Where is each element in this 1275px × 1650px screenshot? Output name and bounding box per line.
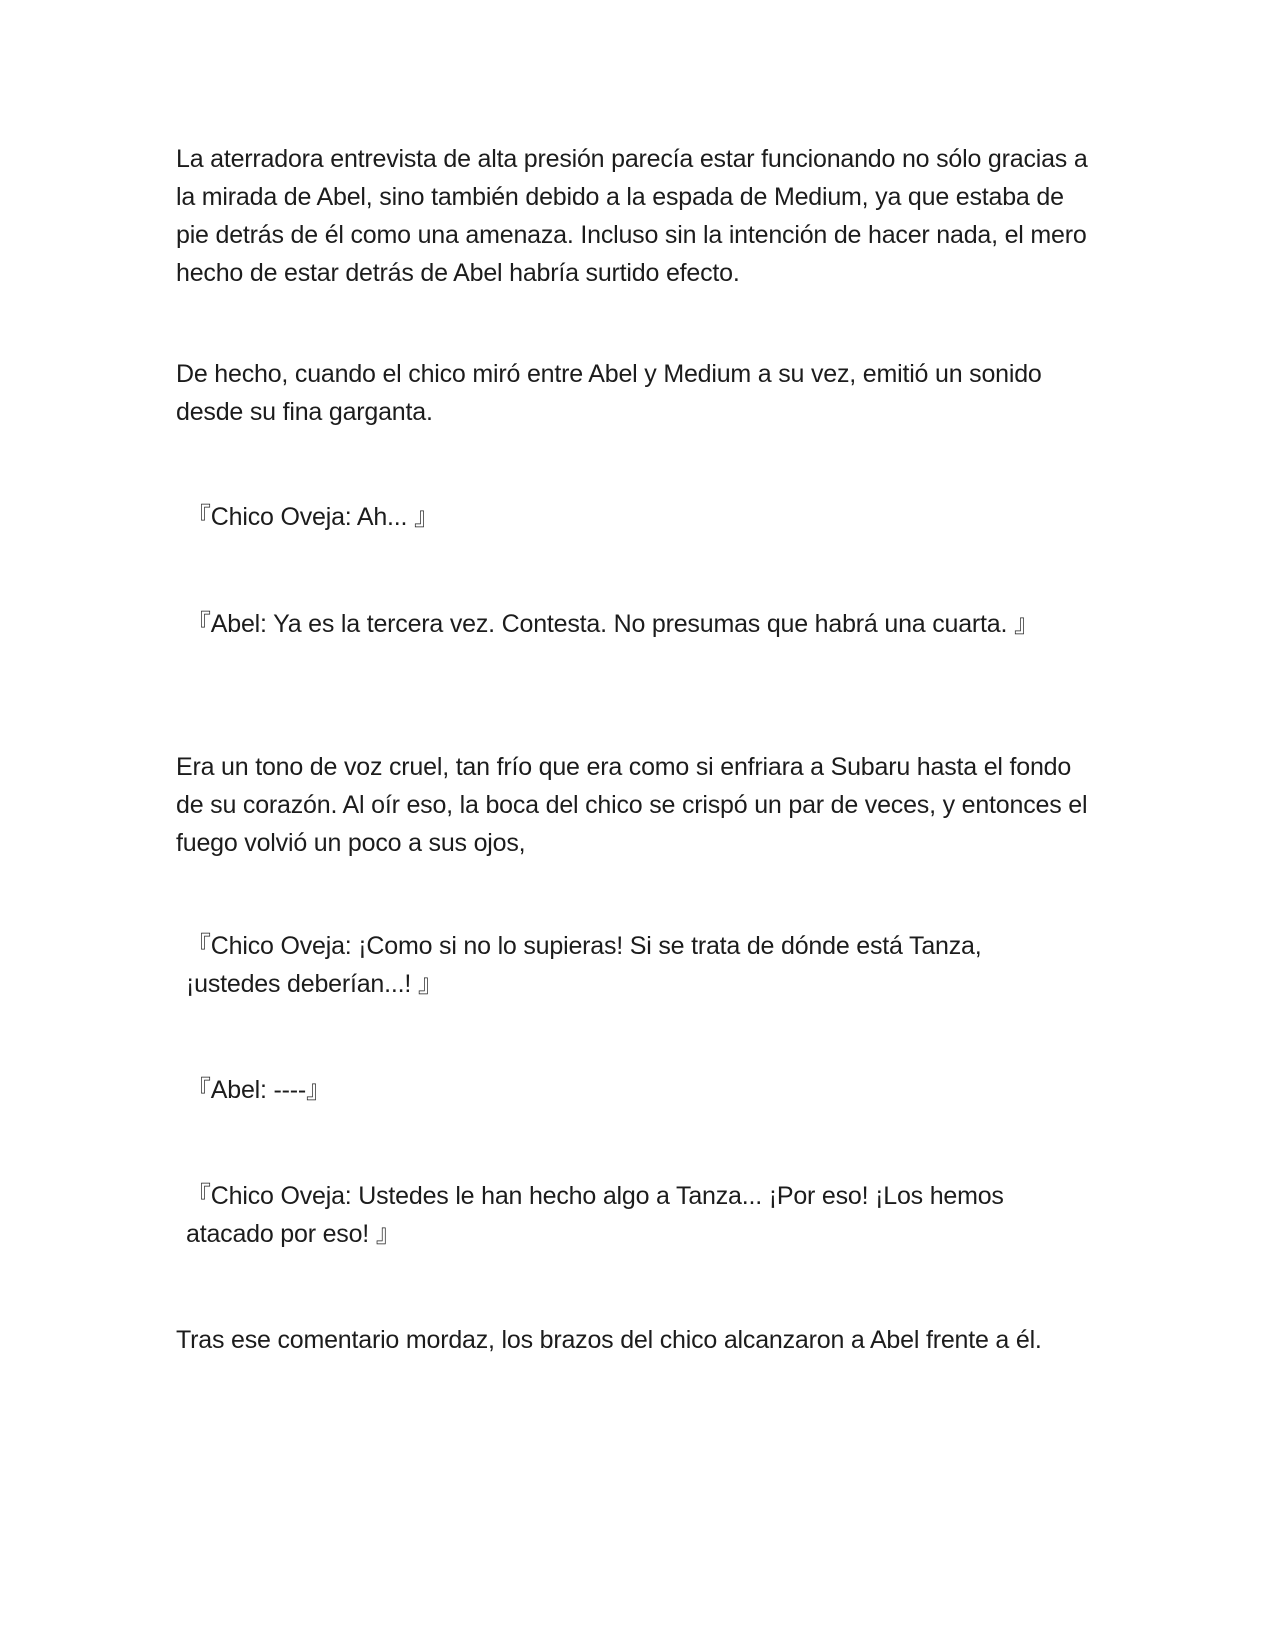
dialogue-line: 『Abel: Ya es la tercera vez. Contesta. No presumas que habrá una cuarta. 』 (186, 610, 1039, 638)
narration-paragraph: De hecho, cuando el chico miró entre Abel y Medium a su vez, emitió un sonido desde su fina garganta. (176, 360, 1042, 426)
narration-paragraph: Era un tono de voz cruel, tan frío que era como si enfriara a Subaru hasta el fondo de su corazón. Al oír eso, la boca del chico se crispó un par de veces, y entonces el fuego volvió un poco a sus ojos, (176, 753, 1088, 857)
narration-paragraph: Tras ese comentario mordaz, los brazos del chico alcanzaron a Abel frente a él. (176, 1326, 1042, 1354)
dialogue-line: 『Chico Oveja: ¡Como si no lo supieras! Si se trata de dónde está Tanza, ¡ustedes deberían...! 』 (186, 932, 982, 998)
dialogue-line: 『Chico Oveja: Ustedes le han hecho algo a Tanza... ¡Por eso! ¡Los hemos atacado por eso! 』 (186, 1182, 1004, 1248)
dialogue-line: 『Abel: ----』 (186, 1076, 331, 1104)
narration-paragraph: La aterradora entrevista de alta presión parecía estar funcionando no sólo gracias a la mirada de Abel, sino también debido a la espada de Medium, ya que estaba de pie detrás de él como una amenaza. Incluso sin la intención de hacer nada, el mero hecho de estar detrás de Abel habría surtido efecto. (176, 145, 1088, 287)
dialogue-line: 『Chico Oveja: Ah... 』 (186, 503, 439, 531)
